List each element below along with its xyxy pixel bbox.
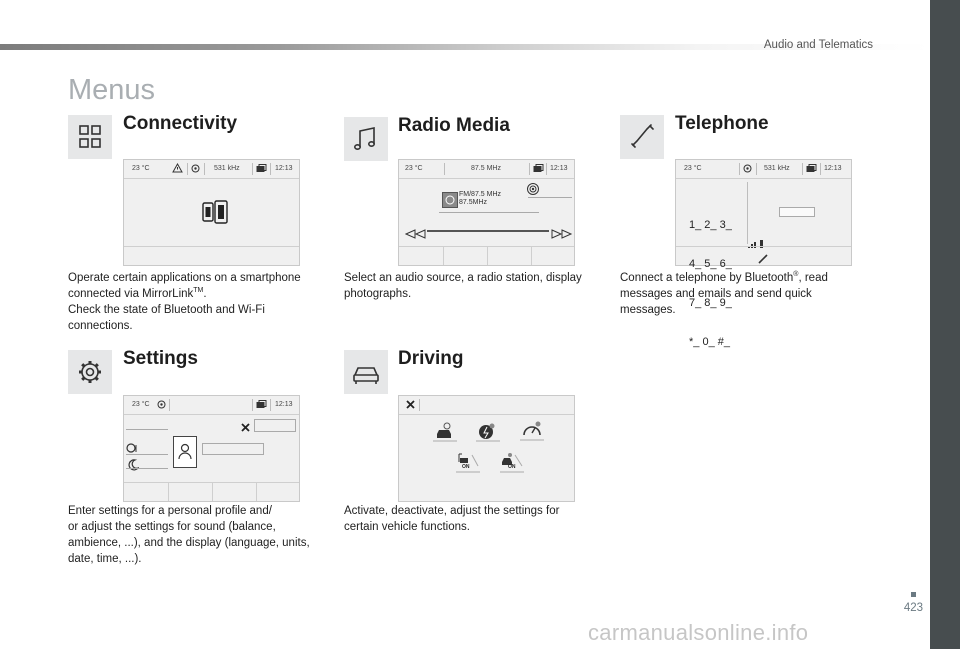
temperature: 23 °C <box>405 165 423 172</box>
park-assist-icon[interactable] <box>500 452 524 479</box>
screen-footer <box>124 246 299 265</box>
keypad-row[interactable]: *_ 0_ #_ <box>689 336 730 348</box>
eco-mode-icon[interactable] <box>476 422 500 447</box>
radio-media-title: Radio Media <box>398 115 510 136</box>
speed-limiter-icon[interactable] <box>520 421 544 446</box>
fm-frequency: 87.5 MHz <box>471 165 501 172</box>
driving-menu-icon[interactable] <box>344 350 388 394</box>
connection-icon <box>191 164 200 175</box>
driving-title: Driving <box>398 348 464 369</box>
temperature: 23 °C <box>132 401 150 408</box>
grid-icon <box>68 115 112 159</box>
connectivity-menu-icon[interactable] <box>68 115 112 159</box>
connectivity-title: Connectivity <box>123 113 238 134</box>
am-frequency: 531 kHz <box>764 165 790 172</box>
screen-footer <box>124 482 299 501</box>
page-number-marker <box>911 592 916 597</box>
lane-assist-icon[interactable] <box>456 452 480 479</box>
settings-description: Enter settings for a personal profile and/ or adjust the settings for sound (balance, ambience, ...), and the display (language, units, date, time, ...). <box>68 505 310 565</box>
status-bar <box>399 160 574 179</box>
warning-icon <box>172 163 183 175</box>
station-info: FM/87.5 MHz 87.5MHz <box>459 191 502 206</box>
sound-settings-icon[interactable] <box>126 441 140 459</box>
media-icon <box>256 164 267 175</box>
temperature: 23 °C <box>684 165 702 172</box>
clock: 12:13 <box>550 165 568 172</box>
chapter-title: Audio and Telematics <box>763 39 873 51</box>
status-bar <box>124 396 299 415</box>
clock: 12:13 <box>824 165 842 172</box>
page-title: Menus <box>68 74 156 106</box>
screen-footer <box>676 246 851 265</box>
status-bar <box>124 160 299 179</box>
seek-forward-button[interactable] <box>551 226 573 244</box>
number-input[interactable] <box>779 207 815 217</box>
phone-menu-icon[interactable] <box>758 251 768 269</box>
station-logo-icon <box>442 192 458 208</box>
am-frequency: 531 kHz <box>214 165 240 172</box>
watermark: carmanualsonline.info <box>588 620 809 645</box>
seek-back-button[interactable] <box>405 226 427 244</box>
close-icon[interactable] <box>406 400 415 411</box>
phone-handset-icon <box>620 115 664 159</box>
telephone-menu-icon[interactable] <box>620 115 664 159</box>
profile-name-field[interactable] <box>202 443 264 455</box>
car-icon <box>344 350 388 394</box>
gear-icon <box>68 350 112 394</box>
temperature: 23 °C <box>132 165 150 172</box>
keypad-row[interactable]: 7_ 8_ 9_ <box>689 297 732 309</box>
moon-icon[interactable] <box>127 458 139 476</box>
keypad-row[interactable]: 4_ 5_ 6_ <box>689 258 732 270</box>
connection-icon <box>743 164 752 175</box>
settings-screen <box>123 395 300 502</box>
settings-menu-icon[interactable] <box>68 350 112 394</box>
clock: 12:13 <box>275 165 293 172</box>
settings-title: Settings <box>123 348 198 369</box>
settings-field[interactable] <box>254 419 296 432</box>
connection-icon <box>157 400 166 411</box>
music-note-icon <box>344 117 388 161</box>
keypad-row[interactable]: 1_ 2_ 3_ <box>689 219 732 231</box>
page-number: 423 <box>903 602 923 614</box>
close-icon[interactable] <box>241 419 250 437</box>
user-icon <box>174 437 196 467</box>
telephone-title: Telephone <box>675 113 769 134</box>
vehicle-settings-icon[interactable] <box>433 422 457 447</box>
mirrorlink-icon[interactable] <box>202 200 228 229</box>
screen-footer <box>399 246 574 265</box>
clock: 12:13 <box>275 401 293 408</box>
profile-button[interactable] <box>173 436 197 468</box>
on-label: ON <box>462 464 470 470</box>
radio-media-description: Select an audio source, a radio station, display photographs. <box>344 272 582 300</box>
frequency-slider[interactable] <box>427 230 549 232</box>
radio-signal-icon[interactable] <box>526 182 540 201</box>
media-icon <box>533 164 544 175</box>
media-icon <box>806 164 817 175</box>
telephone-description: Connect a telephone by Bluetooth®, read messages and emails and send quick messages. <box>620 271 828 316</box>
radio-media-menu-icon[interactable] <box>344 117 388 161</box>
connectivity-description: Operate certain applications on a smartphone connected via MirrorLink™. Check the state of Bluetooth and Wi-Fi connections. <box>68 272 301 332</box>
status-bar <box>399 396 574 415</box>
radio-media-screen <box>398 159 575 266</box>
connectivity-screen <box>123 159 300 266</box>
on-label: ON <box>508 464 516 470</box>
driving-description: Activate, deactivate, adjust the settings for certain vehicle functions. <box>344 505 560 533</box>
media-icon <box>256 400 267 411</box>
driving-screen <box>398 395 575 502</box>
status-bar <box>676 160 851 179</box>
side-tab-strip <box>930 0 960 649</box>
